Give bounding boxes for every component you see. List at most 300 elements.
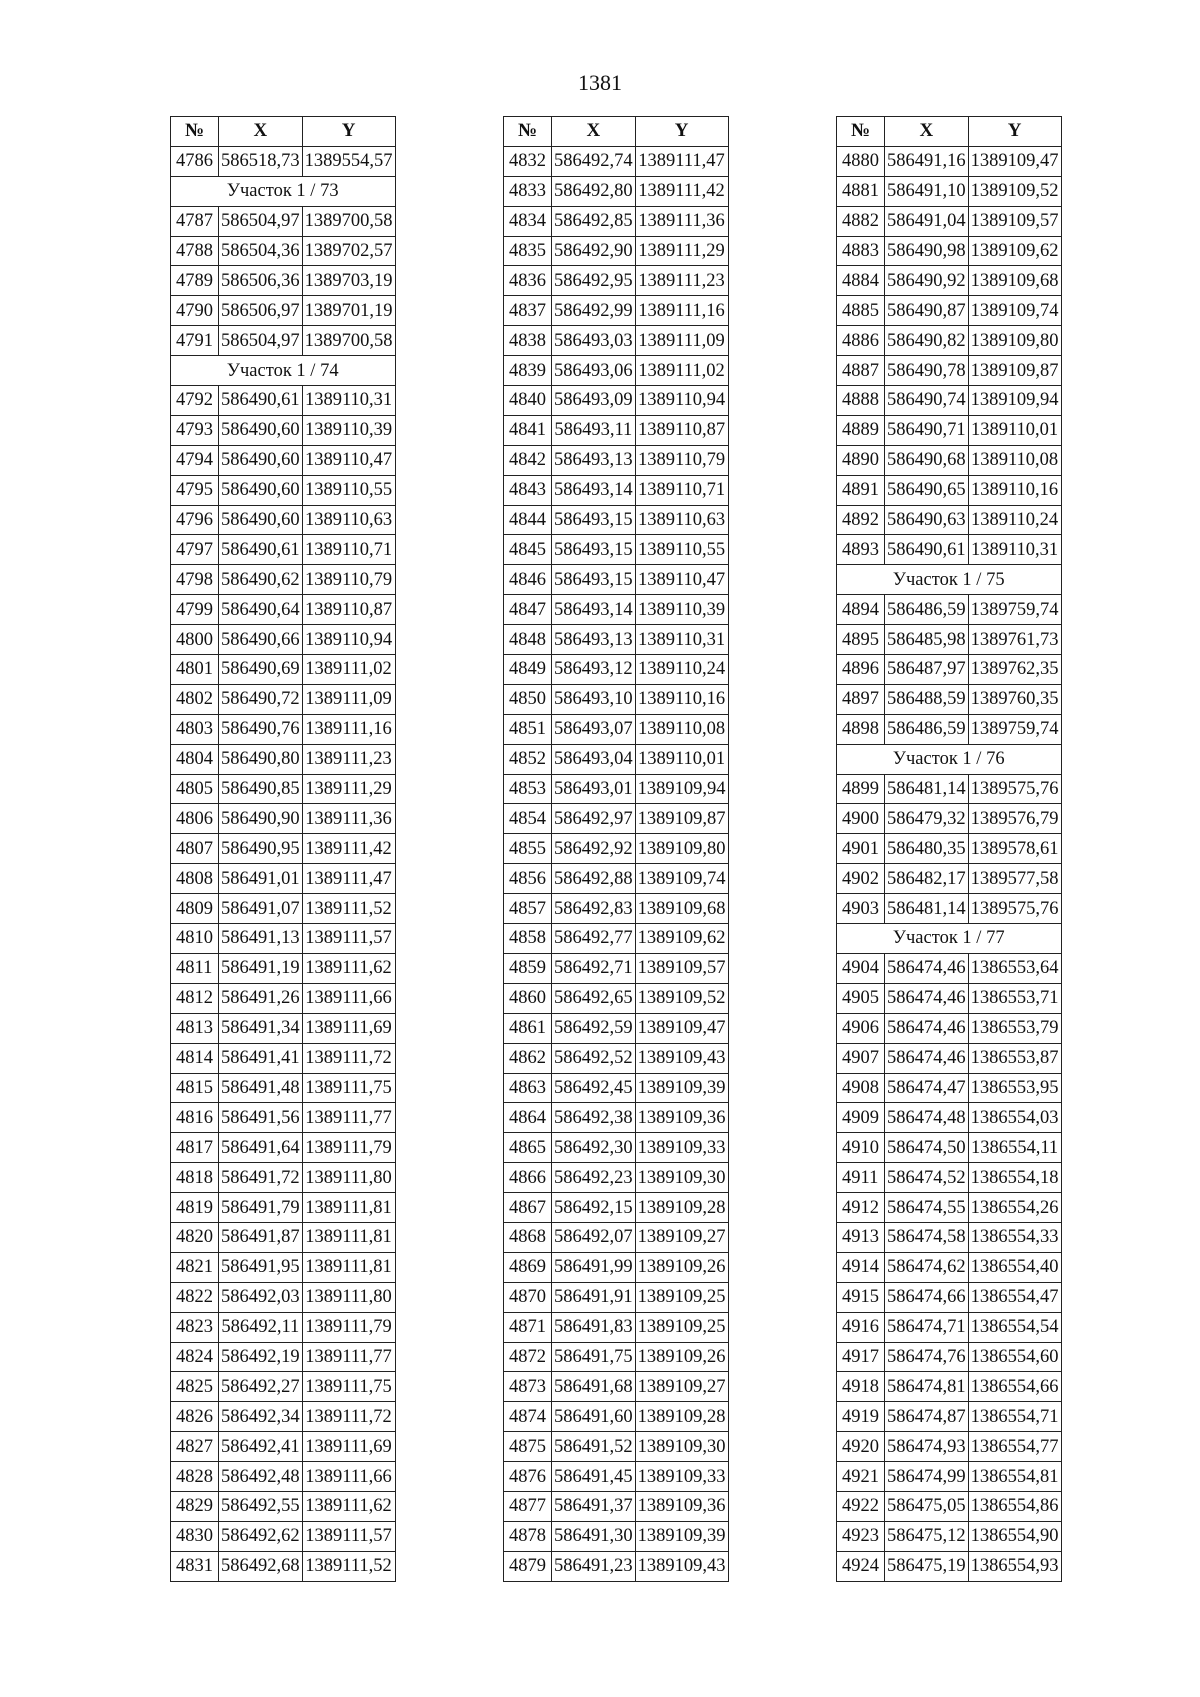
x-coordinate: 586492,80 (552, 176, 636, 206)
table-row (504, 565, 729, 595)
x-coordinate: 586490,68 (885, 445, 969, 475)
y-coordinate: 1389111,23 (635, 266, 728, 296)
x-coordinate: 586491,37 (552, 1491, 636, 1521)
x-coordinate: 586493,03 (552, 326, 636, 356)
table-row (837, 1103, 1062, 1133)
table-row (504, 1402, 729, 1432)
point-number: 4813 (171, 1013, 219, 1043)
x-coordinate: 586475,19 (885, 1551, 969, 1581)
point-number: 4859 (504, 953, 552, 983)
table-row (504, 983, 729, 1013)
y-coordinate: 1389759,74 (968, 714, 1061, 744)
table-row (837, 415, 1062, 445)
point-number: 4797 (171, 535, 219, 565)
x-coordinate: 586474,48 (885, 1103, 969, 1133)
x-coordinate: 586490,60 (219, 445, 303, 475)
point-number: 4860 (504, 983, 552, 1013)
table-row (171, 1432, 396, 1462)
table-row (837, 1043, 1062, 1073)
point-number: 4820 (171, 1222, 219, 1252)
y-coordinate: 1389109,74 (968, 296, 1061, 326)
x-coordinate: 586492,59 (552, 1013, 636, 1043)
point-number: 4876 (504, 1462, 552, 1492)
x-coordinate: 586491,04 (885, 206, 969, 236)
point-number: 4830 (171, 1521, 219, 1551)
point-number: 4823 (171, 1312, 219, 1342)
point-number: 4899 (837, 774, 885, 804)
y-coordinate: 1389760,35 (968, 684, 1061, 714)
x-coordinate: 586493,11 (552, 415, 636, 445)
x-coordinate: 586491,60 (552, 1402, 636, 1432)
x-coordinate: 586491,41 (219, 1043, 303, 1073)
point-number: 4889 (837, 415, 885, 445)
point-number: 4906 (837, 1013, 885, 1043)
y-coordinate: 1389110,71 (302, 535, 395, 565)
point-number: 4815 (171, 1073, 219, 1103)
point-number: 4793 (171, 415, 219, 445)
point-number: 4884 (837, 266, 885, 296)
x-coordinate: 586493,15 (552, 535, 636, 565)
table-row (504, 236, 729, 266)
x-coordinate: 586490,71 (885, 415, 969, 445)
x-coordinate: 586474,55 (885, 1193, 969, 1223)
point-number: 4833 (504, 176, 552, 206)
table-row (504, 1372, 729, 1402)
point-number: 4891 (837, 475, 885, 505)
point-number: 4789 (171, 266, 219, 296)
point-number: 4900 (837, 804, 885, 834)
section-row (171, 176, 396, 206)
x-coordinate: 586487,97 (885, 655, 969, 685)
x-coordinate: 586474,46 (885, 953, 969, 983)
point-number: 4873 (504, 1372, 552, 1402)
point-number: 4902 (837, 864, 885, 894)
table-row (837, 714, 1062, 744)
section-title: Участок 1 / 74 (171, 356, 396, 386)
table-row (171, 386, 396, 416)
y-coordinate: 1389111,57 (302, 924, 395, 954)
y-coordinate: 1389109,28 (635, 1402, 728, 1432)
x-coordinate: 586491,26 (219, 983, 303, 1013)
point-number: 4915 (837, 1282, 885, 1312)
x-coordinate: 586490,65 (885, 475, 969, 505)
y-coordinate: 1389110,87 (635, 415, 728, 445)
point-number: 4856 (504, 864, 552, 894)
table-row (504, 655, 729, 685)
table-row (171, 625, 396, 655)
point-number: 4878 (504, 1521, 552, 1551)
point-number: 4896 (837, 655, 885, 685)
y-coordinate: 1389110,79 (635, 445, 728, 475)
table-row (837, 1462, 1062, 1492)
x-coordinate: 586493,14 (552, 475, 636, 505)
table-row (504, 1551, 729, 1581)
table-row (837, 176, 1062, 206)
y-coordinate: 1389110,63 (302, 505, 395, 535)
y-coordinate: 1389111,80 (302, 1282, 395, 1312)
y-coordinate: 1386553,87 (968, 1043, 1061, 1073)
x-coordinate: 586491,68 (552, 1372, 636, 1402)
y-coordinate: 1389109,80 (968, 326, 1061, 356)
table-row (837, 864, 1062, 894)
point-number: 4795 (171, 475, 219, 505)
header-number: № (171, 117, 219, 147)
x-coordinate: 586492,27 (219, 1372, 303, 1402)
y-coordinate: 1389110,94 (302, 625, 395, 655)
y-coordinate: 1389109,27 (635, 1222, 728, 1252)
point-number: 4814 (171, 1043, 219, 1073)
point-number: 4875 (504, 1432, 552, 1462)
point-number: 4808 (171, 864, 219, 894)
y-coordinate: 1389761,73 (968, 625, 1061, 655)
x-coordinate: 586491,13 (219, 924, 303, 954)
point-number: 4901 (837, 834, 885, 864)
y-coordinate: 1389109,26 (635, 1252, 728, 1282)
x-coordinate: 586504,97 (219, 206, 303, 236)
table-row (504, 1462, 729, 1492)
x-coordinate: 586490,60 (219, 475, 303, 505)
y-coordinate: 1386554,90 (968, 1521, 1061, 1551)
y-coordinate: 1389109,33 (635, 1133, 728, 1163)
point-number: 4910 (837, 1133, 885, 1163)
y-coordinate: 1389703,19 (302, 266, 395, 296)
y-coordinate: 1389111,69 (302, 1432, 395, 1462)
y-coordinate: 1386553,79 (968, 1013, 1061, 1043)
y-coordinate: 1389111,47 (302, 864, 395, 894)
x-coordinate: 586492,52 (552, 1043, 636, 1073)
table-row (837, 983, 1062, 1013)
point-number: 4922 (837, 1491, 885, 1521)
x-coordinate: 586491,16 (885, 146, 969, 176)
x-coordinate: 586485,98 (885, 625, 969, 655)
table-row (171, 1521, 396, 1551)
y-coordinate: 1389110,08 (968, 445, 1061, 475)
y-coordinate: 1389111,72 (302, 1402, 395, 1432)
table-row (171, 535, 396, 565)
point-number: 4871 (504, 1312, 552, 1342)
x-coordinate: 586474,46 (885, 1043, 969, 1073)
table-row (504, 1163, 729, 1193)
x-coordinate: 586491,07 (219, 894, 303, 924)
y-coordinate: 1389109,52 (635, 983, 728, 1013)
y-coordinate: 1389700,58 (302, 326, 395, 356)
x-coordinate: 586486,59 (885, 714, 969, 744)
table-header-row (504, 117, 729, 147)
table-row (171, 505, 396, 535)
table-row (504, 714, 729, 744)
point-number: 4912 (837, 1193, 885, 1223)
point-number: 4904 (837, 953, 885, 983)
y-coordinate: 1389111,72 (302, 1043, 395, 1073)
y-coordinate: 1389111,42 (302, 834, 395, 864)
x-coordinate: 586490,63 (885, 505, 969, 535)
table-row (504, 595, 729, 625)
x-coordinate: 586474,66 (885, 1282, 969, 1312)
y-coordinate: 1389109,57 (968, 206, 1061, 236)
point-number: 4914 (837, 1252, 885, 1282)
point-number: 4874 (504, 1402, 552, 1432)
point-number: 4919 (837, 1402, 885, 1432)
table-row (837, 953, 1062, 983)
y-coordinate: 1389110,71 (635, 475, 728, 505)
point-number: 4801 (171, 655, 219, 685)
table-row (504, 1282, 729, 1312)
point-number: 4892 (837, 505, 885, 535)
table-row (171, 953, 396, 983)
table-row (171, 774, 396, 804)
table-row (837, 386, 1062, 416)
table-row (504, 1491, 729, 1521)
header-y: Y (635, 117, 728, 147)
x-coordinate: 586490,69 (219, 655, 303, 685)
table-row (504, 1013, 729, 1043)
point-number: 4828 (171, 1462, 219, 1492)
table-row (171, 595, 396, 625)
point-number: 4810 (171, 924, 219, 954)
x-coordinate: 586504,97 (219, 326, 303, 356)
y-coordinate: 1386554,03 (968, 1103, 1061, 1133)
table-row (504, 1133, 729, 1163)
point-number: 4923 (837, 1521, 885, 1551)
point-number: 4829 (171, 1491, 219, 1521)
y-coordinate: 1389110,01 (635, 744, 728, 774)
x-coordinate: 586492,30 (552, 1133, 636, 1163)
y-coordinate: 1389111,80 (302, 1163, 395, 1193)
y-coordinate: 1389109,28 (635, 1193, 728, 1223)
point-number: 4792 (171, 386, 219, 416)
y-coordinate: 1389110,31 (968, 535, 1061, 565)
y-coordinate: 1389111,09 (635, 326, 728, 356)
point-number: 4807 (171, 834, 219, 864)
table-row (171, 1372, 396, 1402)
table-row (504, 356, 729, 386)
y-coordinate: 1386554,77 (968, 1432, 1061, 1462)
y-coordinate: 1386554,18 (968, 1163, 1061, 1193)
x-coordinate: 586492,99 (552, 296, 636, 326)
y-coordinate: 1389109,80 (635, 834, 728, 864)
point-number: 4858 (504, 924, 552, 954)
table-row (837, 326, 1062, 356)
y-coordinate: 1386553,95 (968, 1073, 1061, 1103)
table-row (504, 1312, 729, 1342)
header-x: X (885, 117, 969, 147)
x-coordinate: 586491,87 (219, 1222, 303, 1252)
y-coordinate: 1389109,39 (635, 1521, 728, 1551)
x-coordinate: 586481,14 (885, 774, 969, 804)
x-coordinate: 586474,71 (885, 1312, 969, 1342)
y-coordinate: 1389109,36 (635, 1103, 728, 1133)
table-row (837, 655, 1062, 685)
point-number: 4854 (504, 804, 552, 834)
table-row (504, 1342, 729, 1372)
table-row (504, 415, 729, 445)
table-row (171, 983, 396, 1013)
y-coordinate: 1389109,68 (968, 266, 1061, 296)
y-coordinate: 1389575,76 (968, 774, 1061, 804)
x-coordinate: 586490,90 (219, 804, 303, 834)
y-coordinate: 1389111,02 (302, 655, 395, 685)
y-coordinate: 1389109,43 (635, 1551, 728, 1581)
x-coordinate: 586491,34 (219, 1013, 303, 1043)
table-row (837, 834, 1062, 864)
y-coordinate: 1389111,79 (302, 1133, 395, 1163)
point-number: 4802 (171, 684, 219, 714)
y-coordinate: 1389109,25 (635, 1282, 728, 1312)
y-coordinate: 1389111,23 (302, 744, 395, 774)
point-number: 4890 (837, 445, 885, 475)
x-coordinate: 586482,17 (885, 864, 969, 894)
table-row (837, 535, 1062, 565)
x-coordinate: 586493,13 (552, 625, 636, 655)
x-coordinate: 586492,15 (552, 1193, 636, 1223)
x-coordinate: 586474,46 (885, 1013, 969, 1043)
x-coordinate: 586490,60 (219, 505, 303, 535)
table-row (837, 1133, 1062, 1163)
y-coordinate: 1386554,47 (968, 1282, 1061, 1312)
x-coordinate: 586490,76 (219, 714, 303, 744)
point-number: 4841 (504, 415, 552, 445)
x-coordinate: 586492,71 (552, 953, 636, 983)
point-number: 4798 (171, 565, 219, 595)
x-coordinate: 586493,15 (552, 505, 636, 535)
x-coordinate: 586490,61 (219, 386, 303, 416)
y-coordinate: 1386554,11 (968, 1133, 1061, 1163)
point-number: 4846 (504, 565, 552, 595)
point-number: 4855 (504, 834, 552, 864)
point-number: 4881 (837, 176, 885, 206)
x-coordinate: 586492,65 (552, 983, 636, 1013)
y-coordinate: 1389109,30 (635, 1432, 728, 1462)
y-coordinate: 1389110,01 (968, 415, 1061, 445)
x-coordinate: 586504,36 (219, 236, 303, 266)
table-row (171, 1193, 396, 1223)
x-coordinate: 586492,92 (552, 834, 636, 864)
point-number: 4790 (171, 296, 219, 326)
x-coordinate: 586480,35 (885, 834, 969, 864)
y-coordinate: 1389111,81 (302, 1222, 395, 1252)
point-number: 4786 (171, 146, 219, 176)
point-number: 4850 (504, 684, 552, 714)
point-number: 4825 (171, 1372, 219, 1402)
x-coordinate: 586490,64 (219, 595, 303, 625)
coordinate-table-1 (170, 116, 396, 1582)
point-number: 4788 (171, 236, 219, 266)
y-coordinate: 1389110,39 (302, 415, 395, 445)
y-coordinate: 1386553,64 (968, 953, 1061, 983)
point-number: 4800 (171, 625, 219, 655)
x-coordinate: 586490,87 (885, 296, 969, 326)
x-coordinate: 586493,01 (552, 774, 636, 804)
y-coordinate: 1389578,61 (968, 834, 1061, 864)
point-number: 4865 (504, 1133, 552, 1163)
table-row (504, 684, 729, 714)
y-coordinate: 1389111,57 (302, 1521, 395, 1551)
table-row (171, 655, 396, 685)
y-coordinate: 1389109,25 (635, 1312, 728, 1342)
y-coordinate: 1389110,24 (635, 655, 728, 685)
x-coordinate: 586492,62 (219, 1521, 303, 1551)
point-number: 4863 (504, 1073, 552, 1103)
table-row (171, 206, 396, 236)
table-row (837, 1252, 1062, 1282)
table-row (504, 1252, 729, 1282)
point-number: 4803 (171, 714, 219, 744)
y-coordinate: 1389110,31 (635, 625, 728, 655)
table-row (504, 475, 729, 505)
header-number: № (504, 117, 552, 147)
table-row (837, 1342, 1062, 1372)
x-coordinate: 586490,60 (219, 415, 303, 445)
table-row (171, 1402, 396, 1432)
x-coordinate: 586490,98 (885, 236, 969, 266)
table-row (837, 595, 1062, 625)
point-number: 4879 (504, 1551, 552, 1581)
table-row (171, 1163, 396, 1193)
x-coordinate: 586474,46 (885, 983, 969, 1013)
point-number: 4845 (504, 535, 552, 565)
y-coordinate: 1389109,94 (635, 774, 728, 804)
y-coordinate: 1389702,57 (302, 236, 395, 266)
y-coordinate: 1389110,47 (302, 445, 395, 475)
table-row (171, 475, 396, 505)
point-number: 4834 (504, 206, 552, 236)
x-coordinate: 586490,80 (219, 744, 303, 774)
point-number: 4920 (837, 1432, 885, 1462)
x-coordinate: 586474,87 (885, 1402, 969, 1432)
section-title: Участок 1 / 73 (171, 176, 396, 206)
table-row (504, 953, 729, 983)
y-coordinate: 1389554,57 (302, 146, 395, 176)
point-number: 4848 (504, 625, 552, 655)
y-coordinate: 1389110,16 (635, 684, 728, 714)
point-number: 4898 (837, 714, 885, 744)
point-number: 4872 (504, 1342, 552, 1372)
x-coordinate: 586492,34 (219, 1402, 303, 1432)
y-coordinate: 1386554,81 (968, 1462, 1061, 1492)
y-coordinate: 1389109,62 (635, 924, 728, 954)
table-row (504, 296, 729, 326)
x-coordinate: 586492,90 (552, 236, 636, 266)
point-number: 4847 (504, 595, 552, 625)
table-row (504, 744, 729, 774)
y-coordinate: 1389111,29 (635, 236, 728, 266)
table-row (837, 1222, 1062, 1252)
point-number: 4862 (504, 1043, 552, 1073)
table-row (171, 266, 396, 296)
y-coordinate: 1389110,55 (302, 475, 395, 505)
y-coordinate: 1386554,71 (968, 1402, 1061, 1432)
point-number: 4827 (171, 1432, 219, 1462)
point-number: 4821 (171, 1252, 219, 1282)
x-coordinate: 586490,66 (219, 625, 303, 655)
table-row (171, 1342, 396, 1372)
x-coordinate: 586486,59 (885, 595, 969, 625)
x-coordinate: 586493,04 (552, 744, 636, 774)
table-row (837, 236, 1062, 266)
table-row (171, 1252, 396, 1282)
table-row (504, 924, 729, 954)
x-coordinate: 586491,23 (552, 1551, 636, 1581)
x-coordinate: 586491,64 (219, 1133, 303, 1163)
y-coordinate: 1389110,31 (302, 386, 395, 416)
table-row (837, 445, 1062, 475)
x-coordinate: 586491,72 (219, 1163, 303, 1193)
table-row (837, 146, 1062, 176)
point-number: 4835 (504, 236, 552, 266)
x-coordinate: 586491,01 (219, 864, 303, 894)
point-number: 4791 (171, 326, 219, 356)
y-coordinate: 1389111,09 (302, 684, 395, 714)
